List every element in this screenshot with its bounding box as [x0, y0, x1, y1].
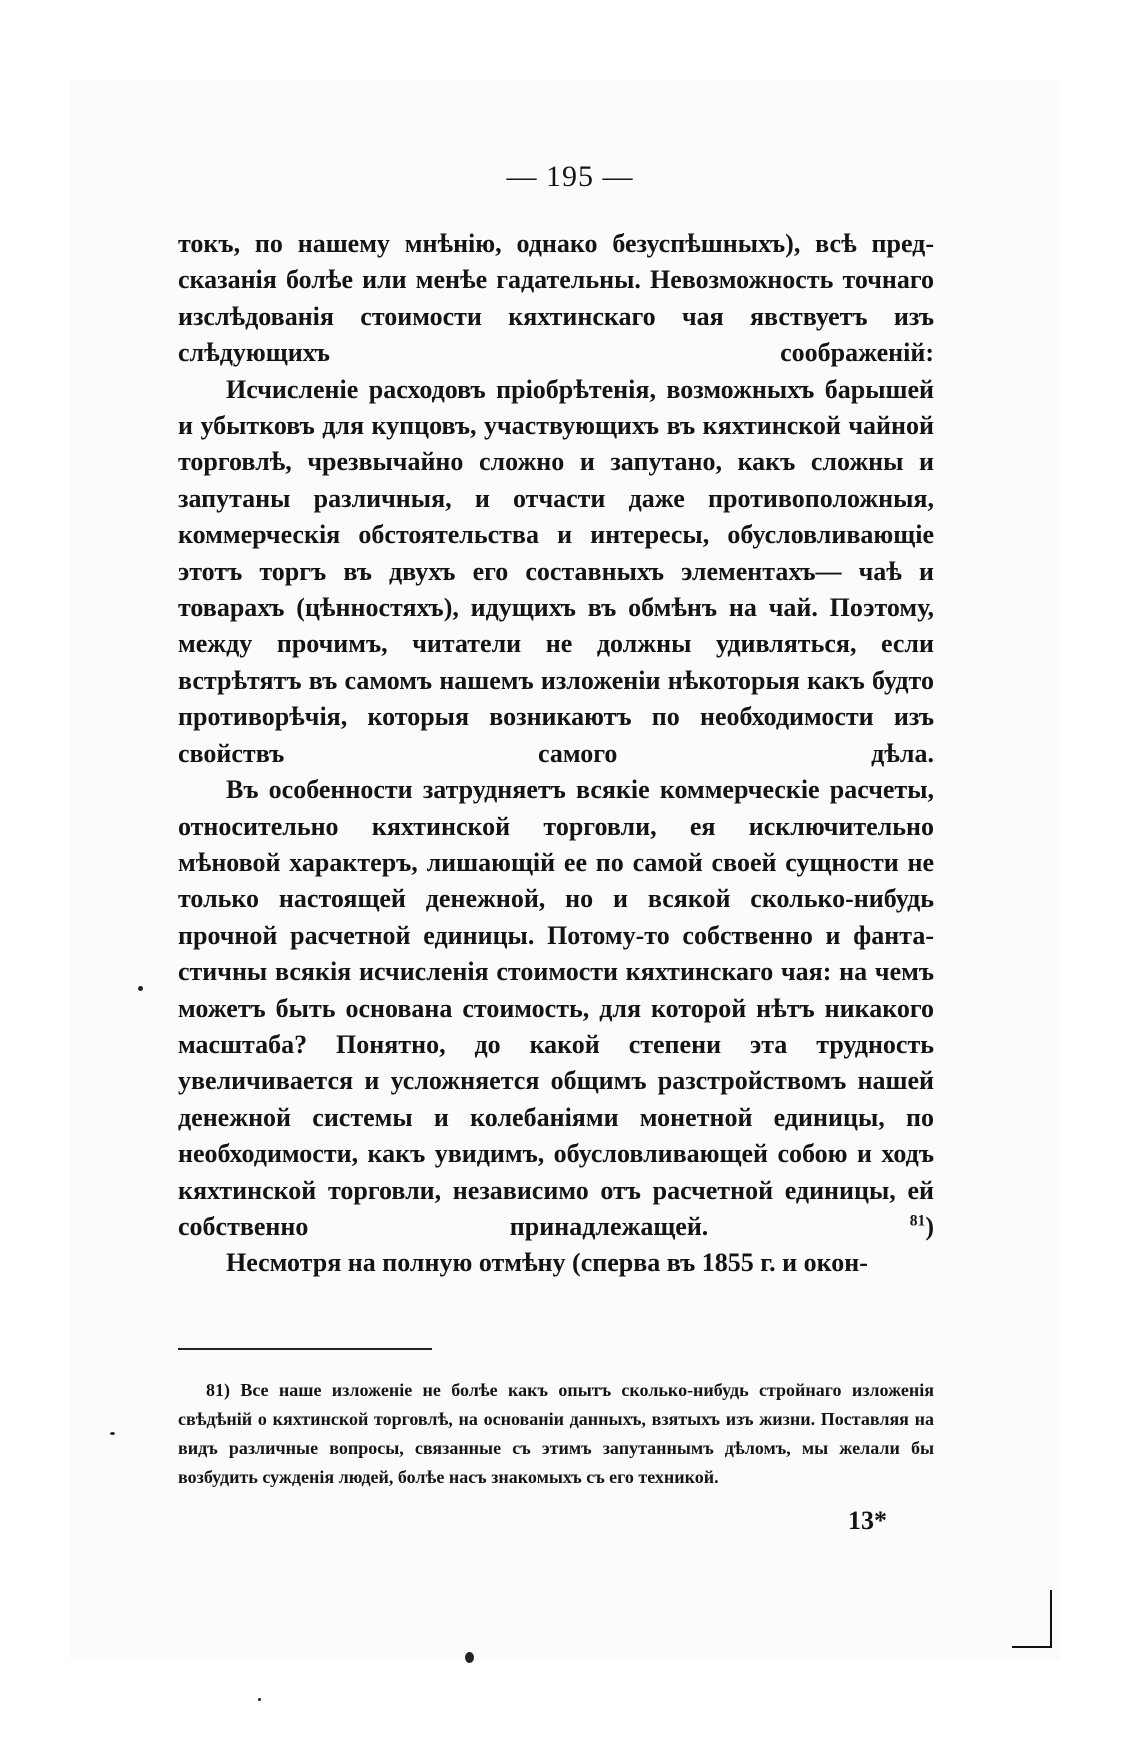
- footnote-reference[interactable]: 81: [909, 1212, 926, 1230]
- scan-speck: [258, 1698, 261, 1701]
- scan-edge-line-foot: [1012, 1646, 1052, 1648]
- paragraph-1: [178, 226, 934, 372]
- paragraph-2-text: Исчисленіе расходовъ пріобрѣтенія, возможныхъ барышей и убытковъ для купцовъ, участвующихъ въ кяхтинской чайной торговлѣ, чрезвычайно сложно и запутано, какъ сложны и запутаны различныя, и отчасти даже противоположныя, коммерческія обстоятельства и интересы, обусловливающіе этотъ торгъ въ двухъ его составныхъ элементахъ— чаѣ и товарахъ (цѣнностяхъ), идущихъ въ обмѣнъ на чай. Поэтому, между прочимъ, читатели не должны удивляться, если встрѣтятъ въ самомъ нашемъ изложеніи нѣкоторыя какъ будто противорѣчія, которыя возникаютъ по необходимости изъ свойствъ самого дѣла.: [178, 374, 934, 768]
- scan-speck: [110, 1432, 115, 1435]
- footnote-reference-close: ): [925, 1211, 934, 1241]
- scan-speck: [138, 986, 143, 991]
- paragraph-3: [178, 772, 934, 1245]
- paragraph-2: [178, 372, 934, 772]
- paragraph-4-text: Несмотря на полную отмѣну (сперва въ 1855 г. и окон-: [226, 1248, 868, 1278]
- footnotes: [178, 1376, 934, 1492]
- paragraph-1-text: токъ, по нашему мнѣнію, однако безуспѣшныхъ), всѣ предсказанія болѣе или менѣе гадательны. Невозможность точнаго изслѣдованія стоимости кяхтинскаго чая явствуетъ изъ слѣдующихъ соображеній:: [178, 229, 934, 368]
- signature-mark: 13*: [848, 1506, 887, 1535]
- footnote-81: [178, 1376, 934, 1492]
- scan-speck: [465, 1652, 474, 1663]
- paragraph-3-text: Въ особенности затрудняетъ всякіе коммерческіе расчеты, относительно кяхтинской торговли, ея исключительно мѣновой характеръ, лишающій ее по самой своей сущности не только настоящей денежной, но и всякой сколько-нибудь прочной расчетной единицы. Потому-то собственно и фантастичны всякія исчисленія стоимости кяхтинскаго чая: на чемъ можетъ быть основана стоимость, для которой нѣтъ никакого масштаба? Понятно, до какой степени эта трудность увеличивается и усложняется общимъ разстройствомъ нашей денежной системы и колебаніями монетной единицы, по необходимости, какъ увидимъ, обусловливающей собою и ходъ кяхтинской торговли, независимо отъ расчетной единицы, ей собственно принадлежащей.: [178, 775, 934, 1241]
- paragraph-4: [178, 1245, 934, 1281]
- scan-edge-line: [1050, 1590, 1052, 1646]
- footnote-divider: [178, 1348, 432, 1350]
- main-text: [178, 226, 934, 1282]
- page-number: — 195 —: [506, 160, 634, 193]
- footnote-marker: 81): [206, 1380, 230, 1400]
- footnote-text: Все наше изложеніе не болѣе какъ опытъ сколько-нибудь стройнаго изложенія свѣдѣній о кяхтинской торговлѣ, на основаніи данныхъ, взятыхъ изъ жизни. Поставляя на видъ различные вопросы, связанные съ этимъ запутаннымъ дѣломъ, мы желали бы возбудить сужденія людей, болѣе насъ знакомыхъ съ его техникой.: [178, 1380, 934, 1487]
